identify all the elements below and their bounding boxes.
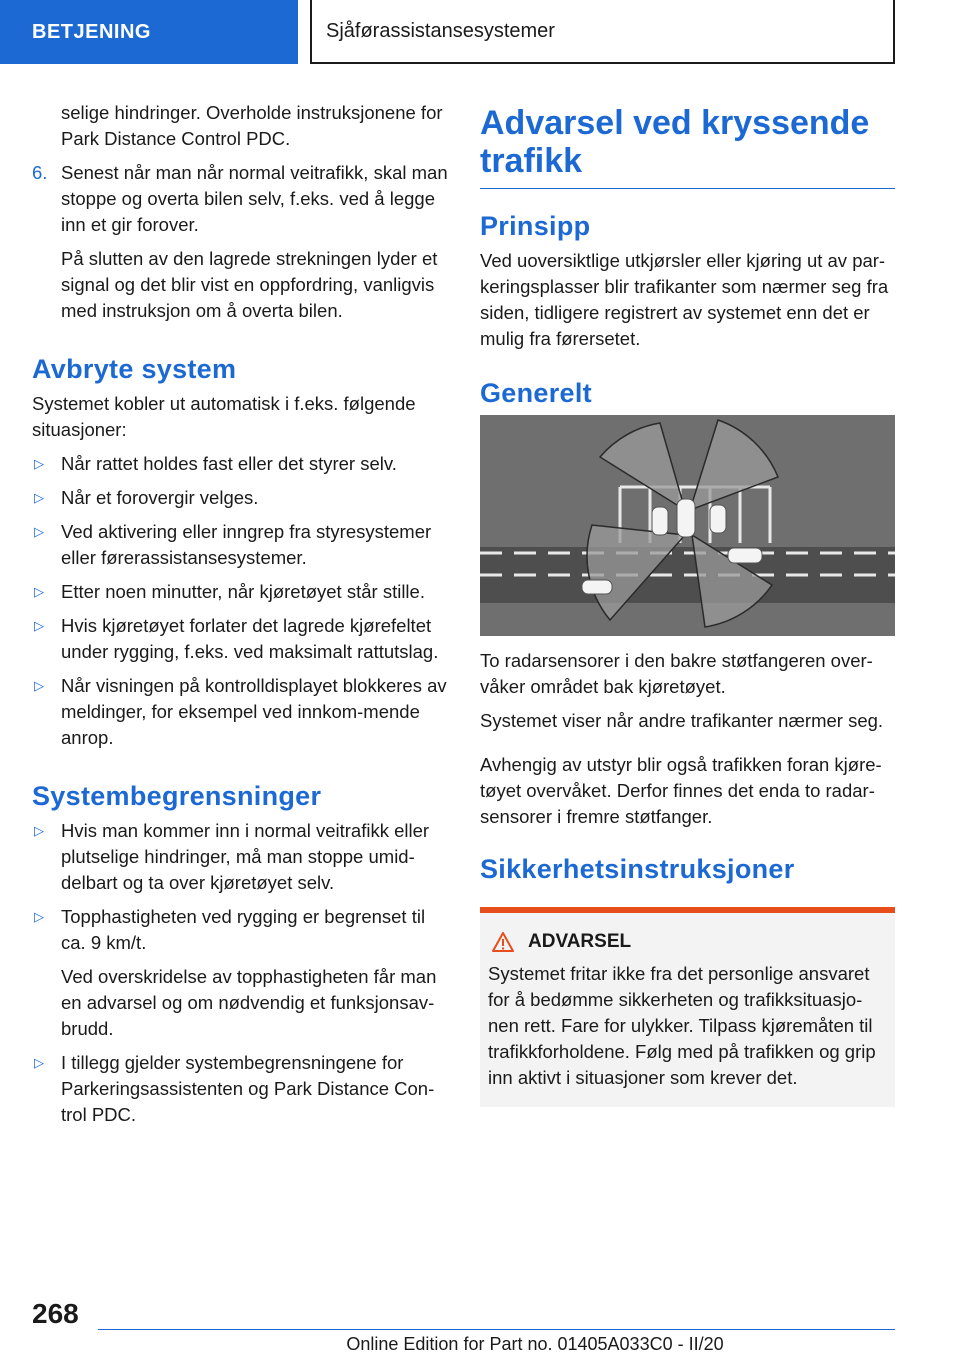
triangle-bullet-icon: ▷: [34, 618, 44, 633]
list-item: ▷ I tillegg gjelder systembegrensningene for Parkeringsassistenten og Park Distance Con-trol PDC.: [32, 1050, 450, 1128]
warning-title: ADVARSEL: [528, 931, 632, 952]
step-6: [32, 160, 450, 238]
heading-cancel: Avbryte system: [32, 354, 237, 384]
triangle-bullet-icon: ▷: [34, 584, 44, 599]
heading-safety: Sikkerhetsinstruksjoner: [480, 854, 795, 884]
warning-triangle-icon: [492, 932, 514, 952]
chapter-label: Sjåførassistansesystemer: [326, 19, 555, 42]
general-text-3: Avhengig av utstyr blir også trafikken foran kjøre-tøyet overvåket. Derfor finnes det enda to radar-sensorer i fremre støtfanger.: [480, 754, 882, 827]
heading-principle: Prinsipp: [480, 211, 591, 241]
footer-rule: [98, 1329, 895, 1330]
page-number: 268: [32, 1298, 79, 1329]
cancel-intro: Systemet kobler ut automatisk i f.eks. følgende situasjoner:: [32, 393, 416, 440]
right-column: [480, 104, 895, 1107]
heading-limits: Systembegrensninger: [32, 781, 322, 811]
section-label: BETJENING: [32, 20, 151, 43]
chapter-header: [310, 0, 895, 64]
list-item: ▷ Etter noen minutter, når kjøretøyet står stille.: [32, 579, 450, 605]
triangle-bullet-icon: ▷: [34, 1055, 44, 1070]
step-text: Senest når man når normal veitrafikk, skal man stoppe og overta bilen selv, f.eks. ved å legge inn et gir forover.: [61, 162, 448, 235]
list-item: ▷ Når rattet holdes fast eller det styrer selv.: [32, 451, 450, 477]
triangle-bullet-icon: ▷: [34, 524, 44, 539]
warning-box: [480, 907, 895, 1107]
continued-text: selige hindringer. Overholde instruksjonene for Park Distance Control PDC.: [61, 102, 443, 149]
list-item: ▷ Hvis kjøretøyet forlater det lagrede kjørefeltet under rygging, f.eks. ved maksimalt rattutslag.: [32, 613, 450, 665]
principle-text: Ved uoversiktlige utkjørsler eller kjøring ut av par-keringsplasser blir trafikanter som nærmer seg fra siden, tidligere registrert av systemet enn det er mulig fra førersetet.: [480, 250, 889, 349]
page-title: Advarsel ved kryssende trafikk: [480, 104, 895, 189]
list-item: ▷ Topphastigheten ved rygging er begrenset til ca. 9 km/t.: [32, 904, 450, 956]
triangle-bullet-icon: ▷: [34, 823, 44, 838]
list-item: ▷ Når et forovergir velges.: [32, 485, 450, 511]
left-column: [32, 100, 450, 1136]
warning-header: [488, 931, 887, 953]
list-item: ▷ Hvis man kommer inn i normal veitrafikk eller plutselige hindringer, må man stoppe umid-delbart og ta over kjøretøyet selv.: [32, 818, 450, 896]
limits-list: [32, 818, 450, 1128]
footer-text: Online Edition for Part no. 01405A033C0 - II/20: [346, 1334, 724, 1354]
cancel-list: [32, 451, 450, 751]
step-6-more: På slutten av den lagrede strekningen lyder et signal og det blir vist en oppfordring, vanligvis med instruksjon om å overta bilen.: [61, 248, 438, 321]
limit-item-2-more: Ved overskridelse av topphastigheten får man en advarsel og om nødvendig et funksjonsav-brudd.: [61, 966, 437, 1039]
cross-traffic-illustration: [480, 415, 895, 636]
triangle-bullet-icon: ▷: [34, 490, 44, 505]
list-item: ▷ Ved aktivering eller inngrep fra styresystemer eller førerassistansesystemer.: [32, 519, 450, 571]
list-item: ▷ Når visningen på kontrolldisplayet blokkeres av meldinger, for eksempel ved innkom-mende anrop.: [32, 673, 450, 751]
heading-general: Generelt: [480, 378, 592, 408]
section-tab: [0, 0, 298, 64]
triangle-bullet-icon: ▷: [34, 456, 44, 471]
step-number: 6.: [32, 162, 48, 183]
general-text-2: Systemet viser når andre trafikanter nærmer seg.: [480, 710, 884, 731]
triangle-bullet-icon: ▷: [34, 678, 44, 693]
general-text-1: To radarsensorer i den bakre støtfangeren over-våker området bak kjøretøyet.: [480, 650, 873, 697]
triangle-bullet-icon: ▷: [34, 909, 44, 924]
warning-text: Systemet fritar ikke fra det personlige ansvaret for å bedømme sikkerheten og trafikksituasjo-nen rett. Fare for ulykker. Tilpass kjøremåten til trafikkforholdene. Følg med på trafikken og grip inn aktivt i situasjoner som krever det.: [488, 963, 876, 1088]
